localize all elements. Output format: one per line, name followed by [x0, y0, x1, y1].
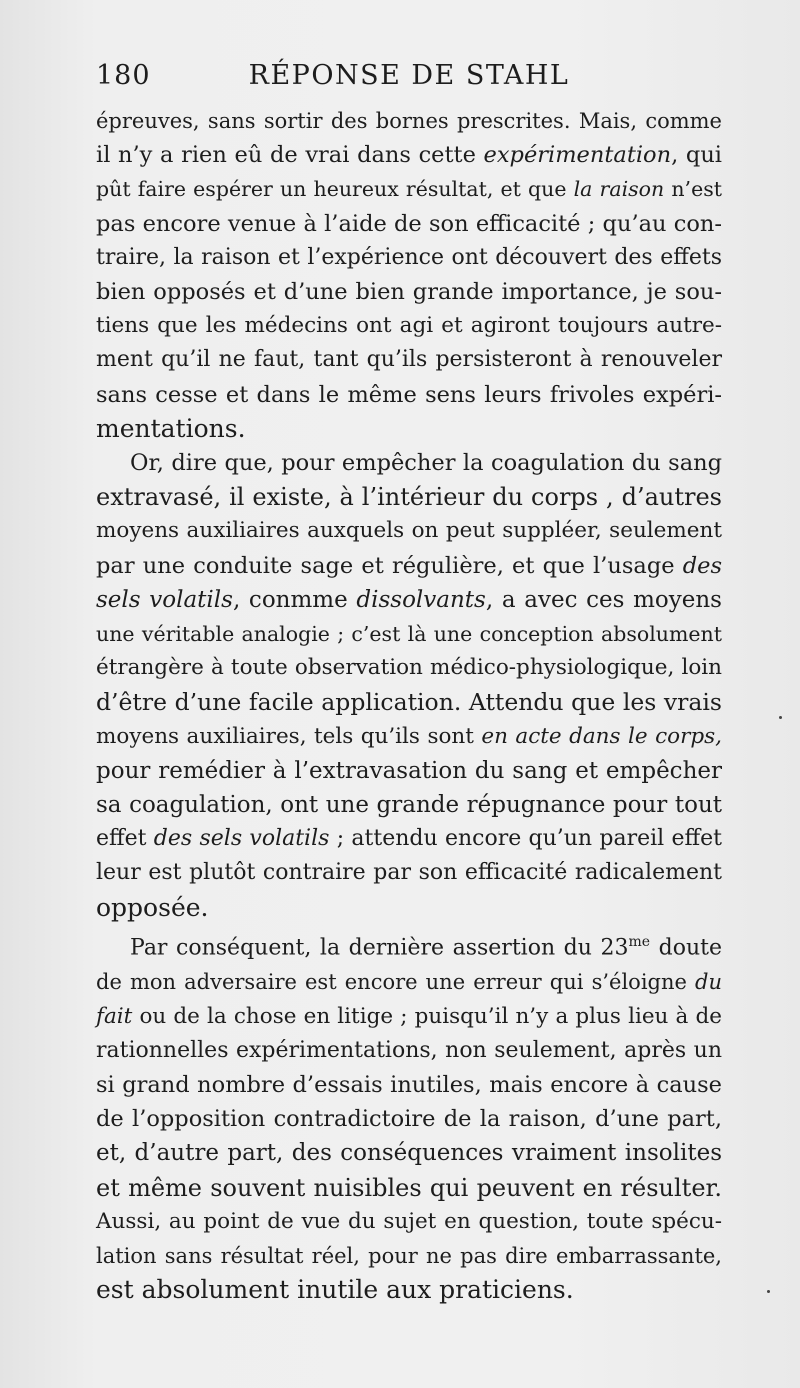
- text-line: sels volatils, conmme dissolvants, a avec ces moyens: [96, 586, 722, 613]
- text-line: lation sans résultat réel, pour ne pas dire embarrassante,: [96, 1244, 722, 1269]
- text-line: est absolument inutile aux praticiens.: [96, 1275, 574, 1305]
- emphasis: dissolvants: [356, 586, 486, 613]
- text-line: rationnelles expérimentations, non seulement, après un: [96, 1037, 722, 1063]
- paragraph-3: [96, 925, 722, 1308]
- superscript: me: [628, 933, 651, 950]
- text-line: étrangère à toute observation médico-physiologique, loin: [96, 655, 722, 681]
- text-line: moyens auxiliaires auxquels on peut suppléer, seulement: [96, 518, 722, 544]
- text-line: opposée.: [96, 892, 209, 922]
- text-line: d’être d’une facile application. Attendu que les vrais: [96, 688, 722, 717]
- emphasis: la raison: [573, 177, 665, 202]
- text-line: fait ou de la chose en litige ; puisqu’il n’y a plus lieu à de: [96, 1003, 722, 1029]
- emphasis: fait: [96, 1003, 133, 1029]
- text-line: par une conduite sage et régulière, et que l’usage des: [96, 552, 722, 579]
- text-line: si grand nombre d’essais inutiles, mais encore à cause: [96, 1072, 722, 1099]
- ink-speck: [767, 1290, 770, 1293]
- text-line: et même souvent nuisibles qui peuvent en résulter.: [96, 1173, 722, 1202]
- text-line: il n’y a rien eû de vrai dans cette expérimentation, qui: [96, 142, 723, 169]
- running-head: [96, 60, 722, 104]
- text-line: de l’opposition contradictoire de la raison, d’une part,: [96, 1106, 722, 1133]
- emphasis: expérimentation: [483, 142, 672, 169]
- emphasis: du: [695, 970, 722, 995]
- text-line: bien opposés et d’une bien grande importance, je sou-: [96, 279, 722, 306]
- text-line: traire, la raison et l’expérience ont découvert des effets: [96, 244, 722, 270]
- text-line: moyens auxiliaires, tels qu’ils sont en acte dans le corps,: [96, 723, 722, 749]
- text-line: sans cesse et dans le même sens leurs frivoles expéri-: [96, 381, 722, 408]
- emphasis: en acte dans le corps,: [481, 723, 722, 749]
- body-text: [96, 104, 722, 1307]
- text-line: tiens que les médecins ont agi et agiront toujours autre-: [96, 313, 722, 339]
- text-line: pas encore venue à l’aide de son efficacité ; qu’au con-: [96, 210, 722, 237]
- text-line: leur est plutôt contraire par son efficacité radicalement: [96, 860, 722, 886]
- page-number: 180: [96, 60, 151, 91]
- text-line: une véritable analogie ; c’est là une conception absolument: [96, 622, 722, 647]
- text-line: Aussi, au point de vue du sujet en question, toute spécu-: [96, 1208, 722, 1234]
- emphasis: des sels volatils: [153, 826, 330, 852]
- text-line: et, d’autre part, des conséquences vraiment insolites: [96, 1140, 722, 1167]
- text-line: mentations.: [96, 413, 246, 443]
- emphasis: des: [682, 552, 722, 579]
- text-line: sa coagulation, ont une grande répugnance pour tout: [96, 792, 722, 819]
- running-title: RÉPONSE DE STAHL: [248, 60, 570, 91]
- text-line: ment qu’il ne faut, tant qu’ils persisteront à renouveler: [96, 347, 722, 373]
- text-line: pour remédier à l’extravasation du sang et empêcher: [96, 757, 722, 784]
- text-line: de mon adversaire est encore une erreur qui s’éloigne du: [96, 970, 722, 995]
- text-line: effet des sels volatils ; attendu encore qu’un pareil effet: [96, 826, 722, 852]
- paragraph-1: [96, 104, 722, 446]
- emphasis: sels volatils: [96, 586, 233, 613]
- text-line: Or, dire que, pour empêcher la coagulation du sang: [130, 450, 722, 477]
- text-line: épreuves, sans sortir des bornes prescrites. Mais, comme: [96, 109, 722, 133]
- paragraph-2: [96, 446, 722, 925]
- text-line: pût faire espérer un heureux résultat, et que la raison n’est: [96, 177, 722, 202]
- ink-speck: [779, 716, 782, 719]
- text-line: Par conséquent, la dernière assertion du $23^{me}$ doute: [130, 933, 722, 961]
- text-line: extravasé, il existe, à l’intérieur du corps , d’autres: [96, 483, 722, 512]
